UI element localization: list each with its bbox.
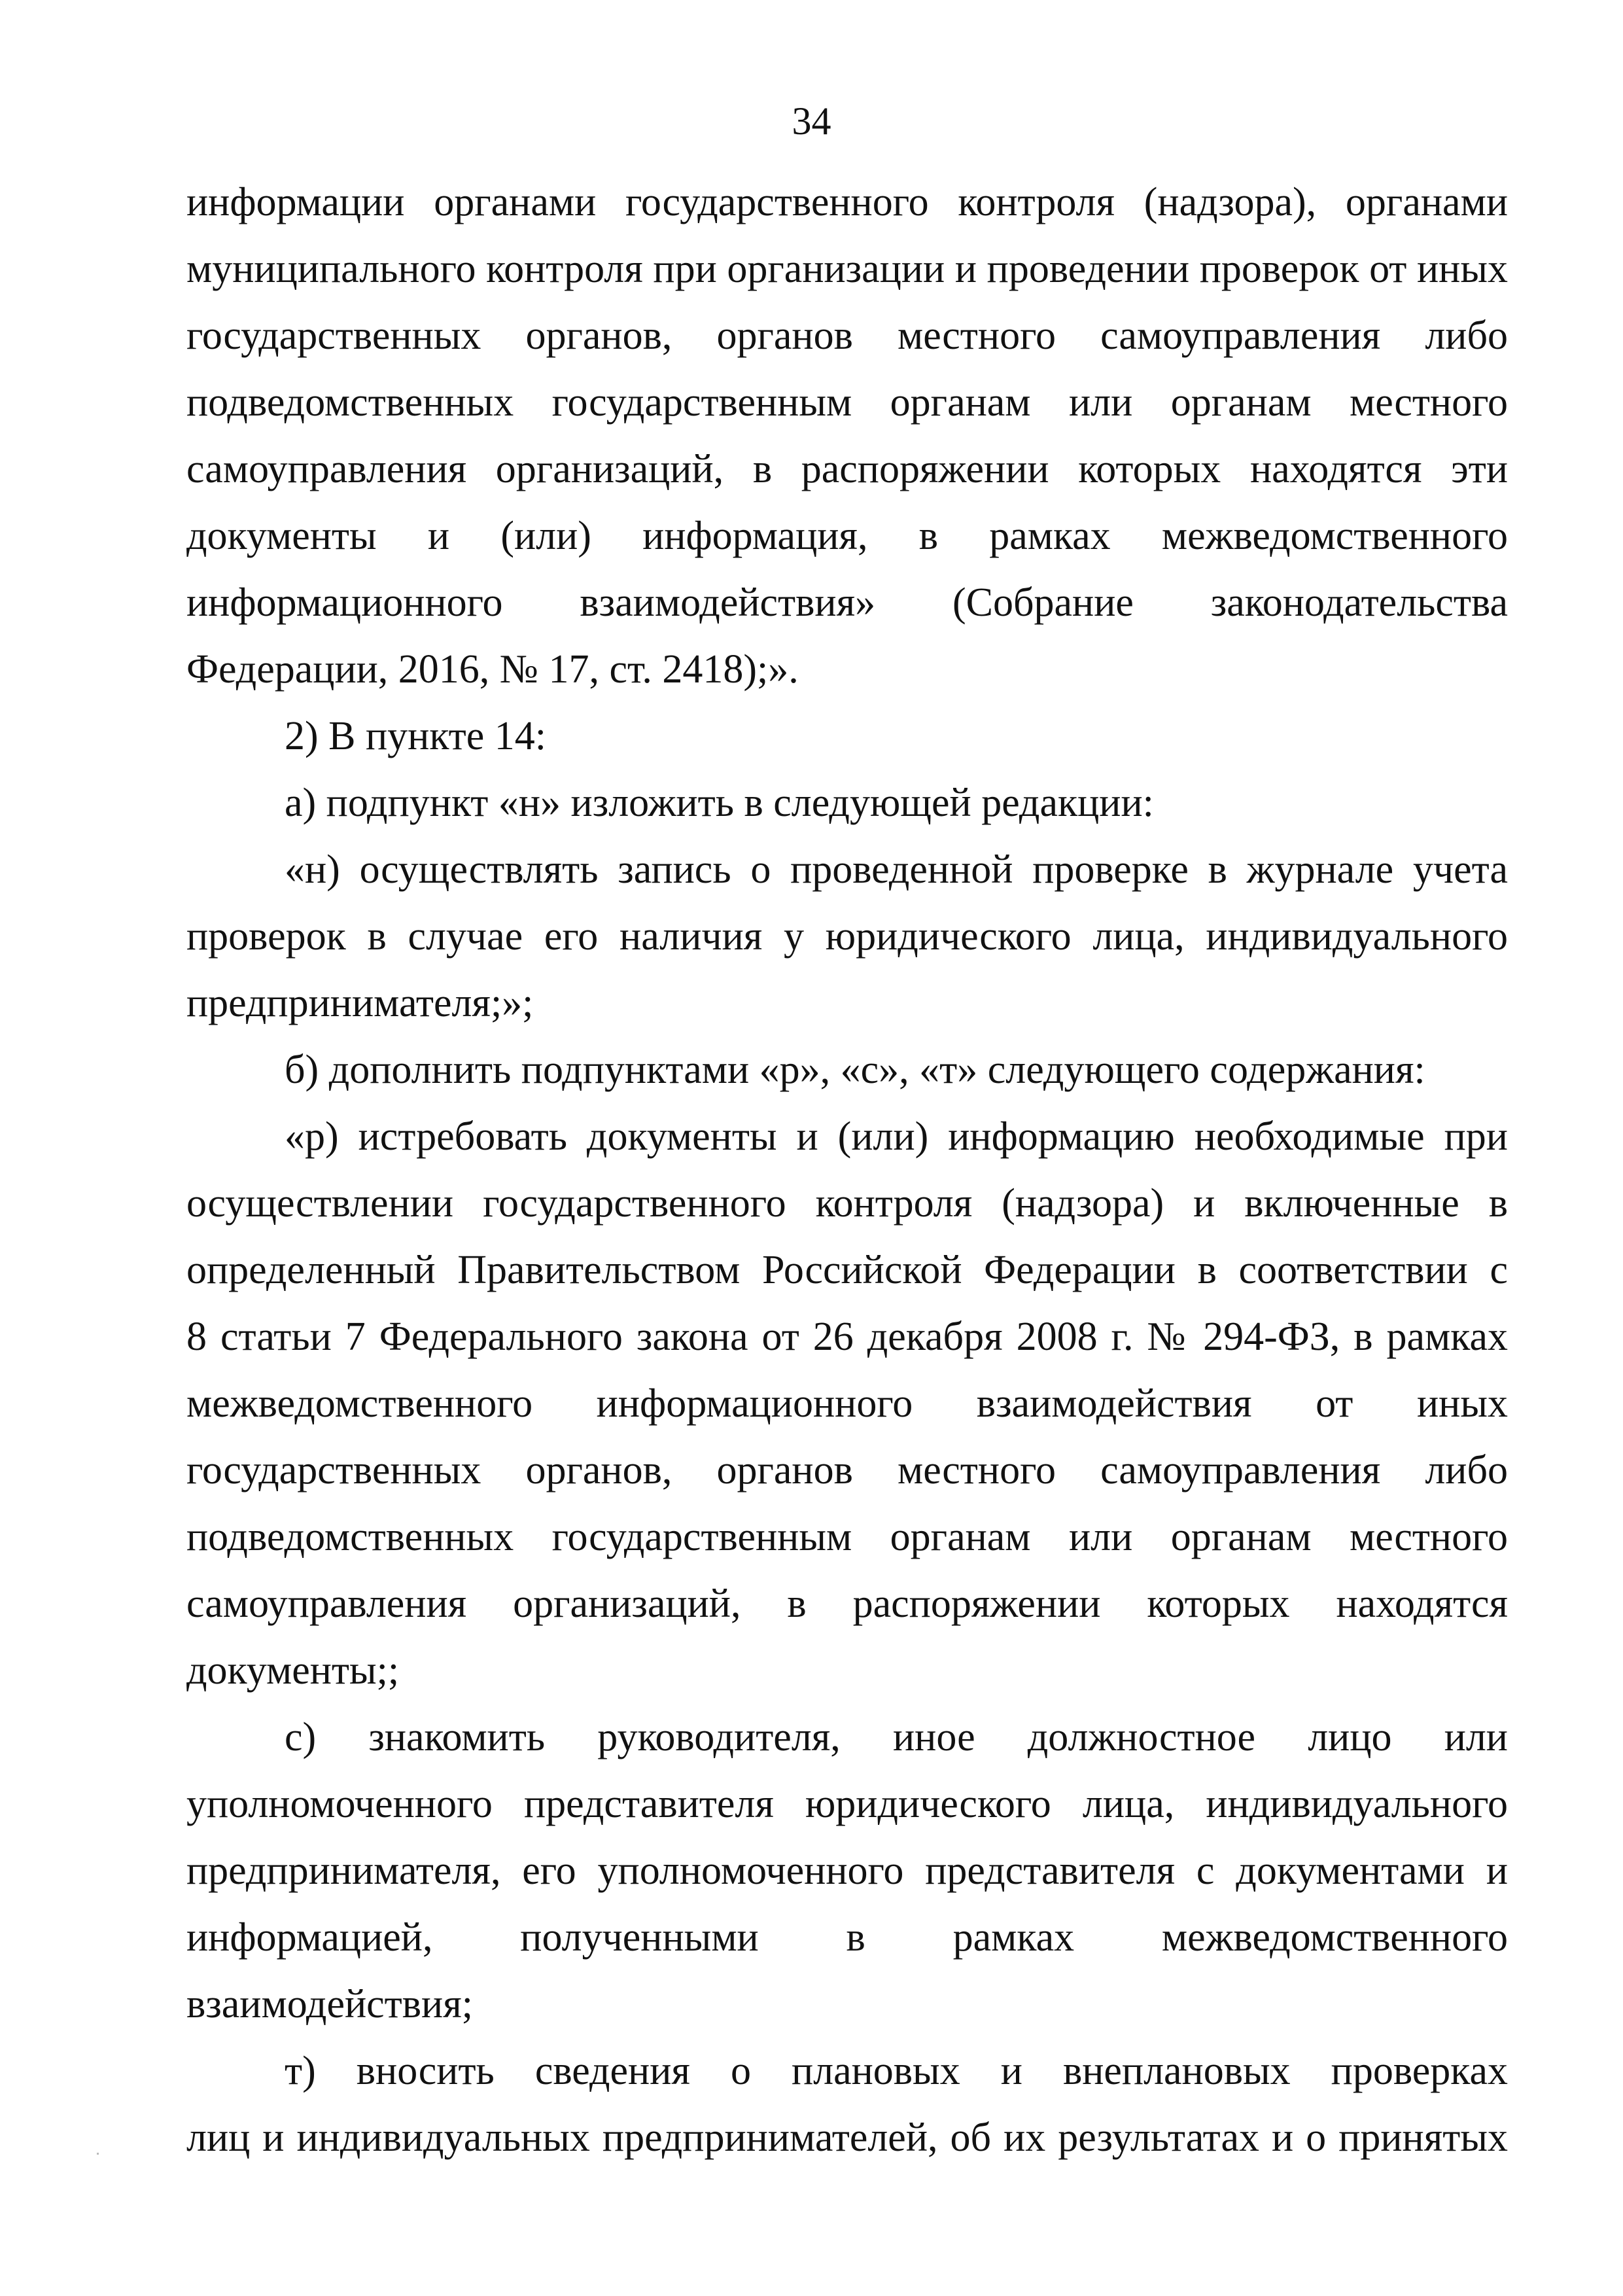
item-heading: а) подпункт «н» изложить в следующей редакции: xyxy=(285,781,1154,825)
text-line: взаимодействия; xyxy=(186,1982,473,2026)
text-line: документы и (или) информация, в рамках межведомственного xyxy=(186,514,1508,558)
text-line: 8 статьи 7 Федерального закона от 26 декабря 2008 г. № 294-ФЗ, в рамках xyxy=(186,1315,1508,1359)
text-line: предпринимателя, его уполномоченного представителя с документами и xyxy=(186,1848,1508,1893)
text-line: муниципального контроля при организации и проведении проверок от иных xyxy=(186,247,1508,291)
text-line: подведомственных государственным органам или органам местного xyxy=(186,380,1508,425)
item-heading: б) дополнить подпунктами «р», «с», «т» следующего содержания: xyxy=(285,1048,1425,1092)
text-line: с) знакомить руководителя, иное должностное лицо или xyxy=(285,1715,1508,1759)
text-line: определенный Правительством Российской Федерации в соответствии с xyxy=(186,1248,1508,1292)
text-line: государственных органов, органов местного самоуправления либо xyxy=(186,313,1508,358)
text-line: самоуправления организаций, в распоряжении которых находятся xyxy=(186,1581,1508,1626)
text-line: «р) истребовать документы и (или) информацию необходимые при xyxy=(285,1114,1508,1159)
text-line: осуществлении государственного контроля (надзора) и включенные в xyxy=(186,1181,1508,1226)
text-line: государственных органов, органов местного самоуправления либо xyxy=(186,1448,1508,1492)
text-line: «н) осуществлять запись о проведенной проверке в журнале учета xyxy=(285,847,1508,892)
text-line: предпринимателя;»; xyxy=(186,981,534,1025)
text-line: информации органами государственного контроля (надзора), органами xyxy=(186,180,1508,224)
text-line: информационного взаимодействия» (Собрание законодательства xyxy=(186,580,1508,625)
text-line: проверок в случае его наличия у юридического лица, индивидуального xyxy=(186,914,1508,959)
text-line: подведомственных государственным органам или органам местного xyxy=(186,1515,1508,1559)
text-line: документы;; xyxy=(186,1648,400,1693)
document-body xyxy=(186,169,1508,2171)
text-line: т) вносить сведения о плановых и внеплановых проверках xyxy=(285,2049,1508,2093)
item-heading: 2) В пункте 14: xyxy=(285,714,547,758)
text-line: лиц и индивидуальных предпринимателей, об их результатах и о принятых xyxy=(186,2115,1508,2160)
text-line: самоуправления организаций, в распоряжении которых находятся эти xyxy=(186,447,1508,491)
text-line: межведомственного информационного взаимодействия от иных xyxy=(186,1381,1508,1426)
text-line: информацией, полученными в рамках межведомственного xyxy=(186,1915,1508,1960)
text-line: Федерации, 2016, № 17, ст. 2418);». xyxy=(186,647,799,692)
text-line: уполномоченного представителя юридического лица, индивидуального xyxy=(186,1782,1508,1826)
page-number: 34 xyxy=(792,99,831,143)
scan-artifact xyxy=(97,2153,99,2155)
